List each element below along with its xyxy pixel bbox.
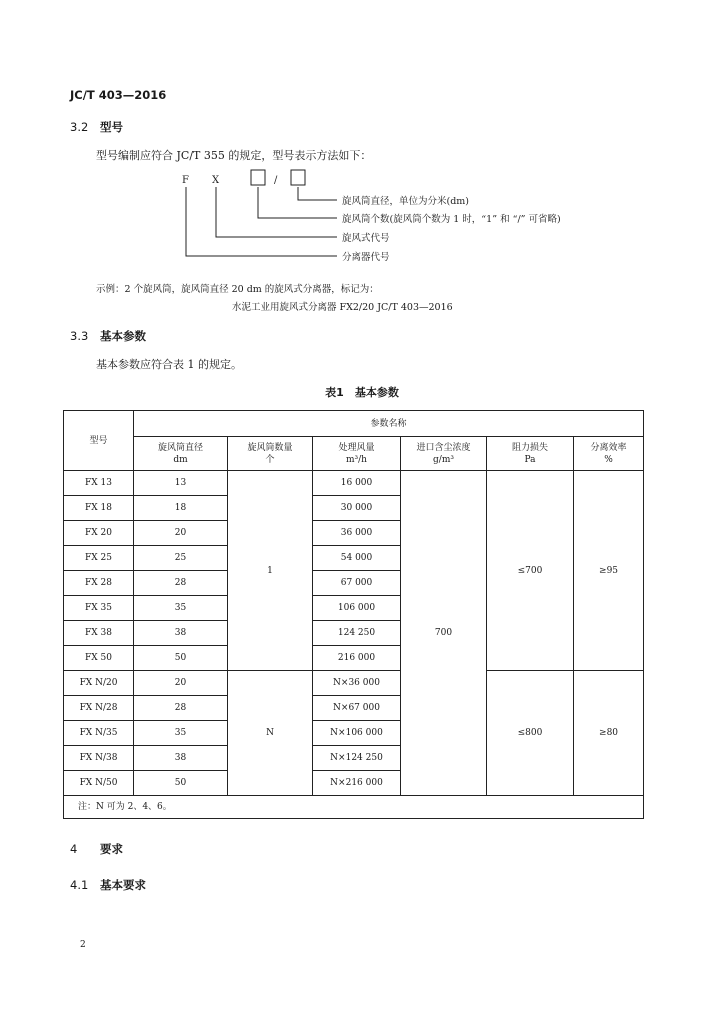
cell-model: FX 20 [64, 521, 134, 546]
parameter-group-header: 参数名称 [134, 411, 644, 437]
callout-diameter: 旋风筒直径，单位为分米(dm) [342, 196, 470, 207]
document-code: JC/T 403—2016 [70, 88, 167, 102]
section-number: 3.2 [70, 120, 89, 134]
section-title: 要求 [100, 842, 123, 856]
section-3-3-heading [70, 328, 146, 344]
model-column-header: 型号 [64, 411, 134, 471]
cell-air-flow: N×36 000 [313, 671, 401, 696]
cell-air-flow: 67 000 [313, 571, 401, 596]
section-number: 4.1 [70, 878, 89, 892]
section-title: 基本参数 [100, 329, 146, 343]
cell-model: FX 38 [64, 621, 134, 646]
table-row [64, 671, 644, 696]
cell-pressure-loss-multi: ≤800 [487, 671, 574, 796]
cell-model: FX 18 [64, 496, 134, 521]
cell-diameter: 20 [134, 521, 228, 546]
code-slash: / [274, 175, 278, 186]
table-header-row [64, 411, 644, 437]
cell-diameter: 50 [134, 646, 228, 671]
diameter-placeholder-box [291, 170, 305, 185]
table-caption: 表1 基本参数 [325, 386, 399, 399]
cell-diameter: 38 [134, 746, 228, 771]
code-letter-x: X [212, 175, 220, 186]
cell-air-flow: 54 000 [313, 546, 401, 571]
parameters-intro-text: 基本参数应符合表 1 的规定。 [96, 358, 242, 371]
cell-model: FX 13 [64, 471, 134, 496]
section-title: 型号 [100, 120, 123, 134]
leader-line-type [216, 187, 337, 237]
cell-dust-concentration: 700 [401, 471, 487, 796]
cell-air-flow: N×106 000 [313, 721, 401, 746]
cell-model: FX N/50 [64, 771, 134, 796]
column-header-efficiency: 分离效率 % [574, 437, 644, 471]
model-intro-text: 型号编制应符合 JC/T 355 的规定，型号表示方法如下： [96, 149, 372, 162]
section-number: 3.3 [70, 329, 89, 343]
example-mark: 水泥工业用旋风式分离器 FX2/20 JC/T 403—2016 [232, 302, 453, 313]
table-note-row [64, 796, 644, 819]
column-header-dust-concentration: 进口含尘浓度 g/m³ [401, 437, 487, 471]
section-4-heading [70, 841, 123, 857]
cell-air-flow: 36 000 [313, 521, 401, 546]
cell-diameter: 35 [134, 596, 228, 621]
cell-model: FX N/38 [64, 746, 134, 771]
cell-air-flow: N×216 000 [313, 771, 401, 796]
cell-model: FX 50 [64, 646, 134, 671]
cell-model: FX 25 [64, 546, 134, 571]
cell-model: FX 28 [64, 571, 134, 596]
cell-diameter: 28 [134, 571, 228, 596]
leader-line-diameter [298, 187, 337, 200]
basic-parameters-table [63, 410, 644, 819]
cell-diameter: 13 [134, 471, 228, 496]
table-note: 注：N 可为 2、4、6。 [64, 796, 644, 819]
cell-diameter: 38 [134, 621, 228, 646]
cell-model: FX 35 [64, 596, 134, 621]
example-text: 示例：2 个旋风筒，旋风筒直径 20 dm 的旋风式分离器，标记为： [96, 284, 379, 295]
column-header-diameter: 旋风筒直径 dm [134, 437, 228, 471]
section-number: 4 [70, 842, 78, 856]
cell-diameter: 50 [134, 771, 228, 796]
cell-air-flow: 16 000 [313, 471, 401, 496]
leader-line-separator [186, 187, 337, 256]
cell-diameter: 28 [134, 696, 228, 721]
cell-model: FX N/35 [64, 721, 134, 746]
cell-air-flow: 216 000 [313, 646, 401, 671]
code-letter-f: F [182, 175, 189, 186]
cell-air-flow: 124 250 [313, 621, 401, 646]
callout-separator-code: 分离器代号 [342, 252, 390, 263]
cell-air-flow: 30 000 [313, 496, 401, 521]
section-title: 基本要求 [100, 878, 146, 892]
cell-diameter: 25 [134, 546, 228, 571]
cell-count-single: 1 [228, 471, 313, 671]
column-header-pressure-loss: 阻力损失 Pa [487, 437, 574, 471]
callout-type-code: 旋风式代号 [342, 233, 390, 244]
cell-diameter: 20 [134, 671, 228, 696]
cell-diameter: 35 [134, 721, 228, 746]
table-row [64, 471, 644, 496]
column-header-count: 旋风筒数量 个 [228, 437, 313, 471]
cell-air-flow: 106 000 [313, 596, 401, 621]
table-subheader-row [64, 437, 644, 471]
cell-efficiency-single: ≥95 [574, 471, 644, 671]
callout-count: 旋风筒个数(旋风筒个数为 1 时，“1” 和 “/” 可省略) [342, 214, 561, 225]
cell-air-flow: N×67 000 [313, 696, 401, 721]
cell-model: FX N/28 [64, 696, 134, 721]
cell-air-flow: N×124 250 [313, 746, 401, 771]
count-placeholder-box [251, 170, 265, 185]
cell-count-multi: N [228, 671, 313, 796]
column-header-air-flow: 处理风量 m³/h [313, 437, 401, 471]
cell-efficiency-multi: ≥80 [574, 671, 644, 796]
cell-pressure-loss-single: ≤700 [487, 471, 574, 671]
cell-model: FX N/20 [64, 671, 134, 696]
page-number: 2 [80, 940, 86, 950]
cell-diameter: 18 [134, 496, 228, 521]
section-4-1-heading [70, 877, 146, 893]
